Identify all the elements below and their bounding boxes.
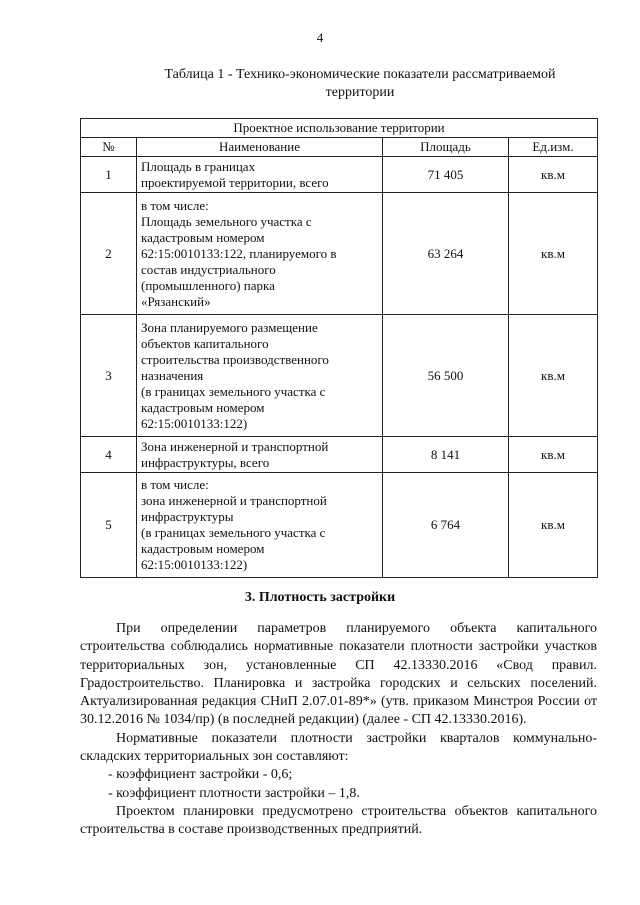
- section-heading: 3. Плотность застройки: [244, 590, 396, 605]
- row-number: 2: [81, 193, 137, 315]
- row-number: 5: [81, 473, 137, 578]
- paragraph-3: Проектом планировки предусмотрено строительства объектов капитального строительства в составе производственных предприятий.: [80, 803, 597, 838]
- table-row: [81, 193, 598, 315]
- table-row: [81, 315, 598, 437]
- header-name: Наименование: [137, 138, 383, 157]
- section-body: [80, 620, 597, 840]
- row-unit: кв.м: [509, 157, 598, 193]
- row-name: в том числе: Площадь земельного участка с кадастровым номером 62:15:0010133:122, планируемого в состав индустриального (промышленного) парка «Рязанский»: [137, 193, 383, 315]
- row-area: 71 405: [383, 157, 509, 193]
- row-area: 8 141: [383, 437, 509, 473]
- row-name: Зона инженерной и транспортной инфраструктуры, всего: [137, 437, 383, 473]
- row-unit: кв.м: [509, 473, 598, 578]
- row-unit: кв.м: [509, 437, 598, 473]
- row-area: 6 764: [383, 473, 509, 578]
- row-unit: кв.м: [509, 315, 598, 437]
- row-number: 1: [81, 157, 137, 193]
- table-row: [81, 157, 598, 193]
- row-number: 3: [81, 315, 137, 437]
- paragraph-1: При определении параметров планируемого объекта капитального строительства соблюдались нормативные показатели плотности застройки участков территориальных зон, установленные СП 42.13330.2016 «Свод правил. Градостроительство. Планировка и застройка городских и сельских поселений. Актуализированная редакция СНиП 2.07.01-89*» (утв. приказом Минстроя России от 30.12.2016 № 1034/пр) (в последней редакции) (далее - СП 42.13330.2016).: [80, 621, 597, 728]
- row-unit: кв.м: [509, 193, 598, 315]
- header-unit: Ед.изм.: [509, 138, 598, 157]
- row-area: 63 264: [383, 193, 509, 315]
- row-name: Площадь в границах проектируемой территории, всего: [137, 157, 383, 193]
- paragraph-2: Нормативные показатели плотности застройки кварталов коммунально-складских территориальных зон составляют:: [80, 730, 597, 765]
- caption-line-2: территории: [325, 85, 395, 100]
- indicators-table: [80, 118, 598, 578]
- table-caption: [130, 66, 590, 102]
- page-number: 4: [316, 30, 324, 45]
- row-area: 56 500: [383, 315, 509, 437]
- row-name: Зона планируемого размещение объектов капитального строительства производственного назначения (в границах земельного участка с кадастровым номером 62:15:0010133:122): [137, 315, 383, 437]
- header-area: Площадь: [383, 138, 509, 157]
- header-number: №: [81, 138, 137, 157]
- table-row: [81, 473, 598, 578]
- table-row: [81, 437, 598, 473]
- row-number: 4: [81, 437, 137, 473]
- table-section-header: Проектное использование территории: [81, 119, 598, 138]
- row-name: в том числе: зона инженерной и транспортной инфраструктуры (в границах земельного участка с кадастровым номером 62:15:0010133:122): [137, 473, 383, 578]
- caption-line-1: Таблица 1 - Технико-экономические показатели рассматриваемой: [164, 67, 556, 82]
- bullet-1: - коэффициент застройки - 0,6;: [108, 767, 293, 783]
- bullet-2: - коэффициент плотности застройки – 1,8.: [108, 785, 360, 801]
